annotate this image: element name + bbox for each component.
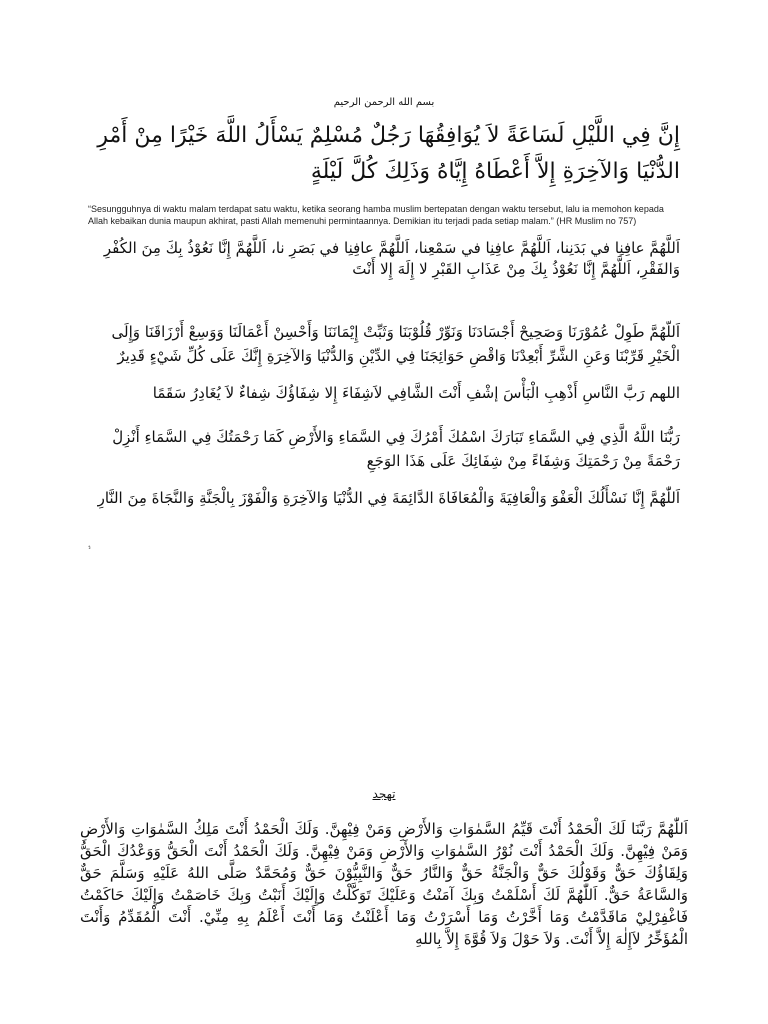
section-title-tahajjud: تهجد xyxy=(372,787,396,801)
bismillah-heading: بسم الله الرحمن الرحيم xyxy=(333,97,435,108)
hadith-translation: “Sesungguhnya di waktu malam terdapat satu waktu, ketika seorang hamba muslim bertepatan dengan waktu tersebut, lalu ia memohon kepada Allah kebaikan dunia maupun akhirat, pasti Allah memenuhi permintaannya. Demikian itu terjadi pada setiap malam.” (HR Muslim no 757) xyxy=(88,204,664,226)
dua-mercy-cure: رَبُّنَا اللَّهُ الَّذِي فِي السَّمَاءِ تَبَارَكَ اسْمُكَ أَمْرُكَ فِي السَّمَاءِ وَالأَرْضِ كَمَا رَحْمَتُكَ فِي السَّمَاءِ أَنْزِلْ رَحْمَةً مِنْ رَحْمَتِكَ وَشِفَاءً مِنْ شِفَائِكَ عَلَى هَذَا الوَجَعِ xyxy=(112,428,680,470)
small-mark: ﱞ xyxy=(88,546,91,556)
dua-health-protection: اَللَّهُمَّ عافِنِا في بَدَنِنا، اَللَّهُمَّ عافِنِا في سَمْعِنا، اَللَّهُمَّ عافِنِا في بَصَرِ نا، اَللَّهُمَّ إِنَّا نَعُوْذُ بِكَ مِنَ الكُفْرِ وَالفَقْرِ، اَللَّهُمَّ إِنَّا نَعُوْذُ بِكَ مِنْ عَذَابِ القَبْرِ لا إِلَهَ إِلا أَنْتَ xyxy=(103,239,680,278)
dua-long-life: اَللّهُمَّ طَوِلْ عُمُوْرَنَا وَصَحِيحْ أَجْسَادَنَا وَنَوِّرْ قُلُوْبَنَا وَثَبِّتْ إِيْمَانَنَا وَأَحْسِنْ أَعْمَالَنَا وَوَسِعْ أَرْزَاقَنَا وَإِلَى الْخَيْرِ قَرِّبْنَا وَعَنِ الشَّرِّ أَبْعِدْنَا وَاقْضِ حَوَائِجَنَا فِي الدِّيْنِ وَالدُّنْيَا وَالآخِرَةِ إِنَّكَ عَلَى كُلِّ شَيْءٍ قَدِيرٌ xyxy=(111,323,680,365)
tahajjud-dua: اَللّٰهُمَّ رَبَّنَا لَكَ الْحَمْدُ أَنْتَ قَيِّمُ السَّمٰوَاتِ وَالأَرْضِ وَمَنْ فِيْهِنَّ. وَلَكَ الْحَمْدُ أَنْتَ مَلِكُ السَّمٰوَاتِ وَالأَرْضِ وَمَنْ فِيْهِنَّ. وَلَكَ الْحَمْدُ أَنْتَ نُوْرُ السَّمٰوَاتِ وَالأَرْضِ وَمَنْ فِيْهِنَّ. وَلَكَ الْحَمْدُ أَنْتَ الْحَقُّ وَوَعْدُكَ الْحَقُّ وَلِقَاؤُكَ حَقٌّ وَقَوْلُكَ حَقٌّ وَالْجَنَّةُ حَقٌّ وَالنَّارُ حَقٌّ وَالنَّبِيُّوْنَ حَقٌّ وَمُحَمَّدٌ صَلَّى اللهُ عَلَيْهِ وَسَلَّمَ حَقٌّ وَالسَّاعَةُ حَقٌّ. اَللّٰهُمَّ لَكَ أَسْلَمْتُ وَبِكَ آمَنْتُ وَعَلَيْكَ تَوَكَّلْتُ وَإِلَيْكَ أَنَبْتُ وَبِكَ خَاصَمْتُ وَإِلَيْكَ حَاكَمْتُ فَاغْفِرْلِيْ مَاقَدَّمْتُ وَمَا أَخَّرْتُ وَمَا أَسْرَرْتُ وَمَا أَعْلَنْتُ وَمَا أَنْتَ أَعْلَمُ بِهِ مِنِّيْ. أَنْتَ الْمُقَدِّمُ وَأَنْتَ الْمُؤَخِّرُ لاَإِلٰهَ إِلاَّ أَنْتَ. وَلاَ حَوْلَ وَلاَ قُوَّةَ إِلاَّ بِاللهِ xyxy=(80,820,688,948)
dua-forgiveness-wellbeing: اَللّٰهُمَّ إِنَّا نَسْأَلُكَ الْعَفْوَ وَالْعَافِيَةَ وَالْمُعَافَاةَ الدَّائِمَةَ فِي الدُّنْيَا وَالآخِرَةِ وَالْفَوْزَ بِالْجَنَّةِ وَالنَّجَاةَ مِنَ النَّارِ xyxy=(97,489,680,507)
hadith-arabic-text: إِنَّ فِي اللَّيْلِ لَسَاعَةً لاَ يُوَافِقُهَا رَجُلٌ مُسْلِمٌ يَسْأَلُ اللَّهَ خَيْرًا مِنْ أَمْرِ الدُّنْيَا وَالآخِرَةِ إِلاَّ أَعْطَاهُ إِيَّاهُ وَذَلِكَ كُلَّ لَيْلَةٍ xyxy=(97,123,680,184)
dua-healing: اللهم رَبَّ النَّاسِ أَذْهِبِ الْبَأْسَ إشْفِ أَنْتَ الشَّافِي لاَشِفَاءَ إِلا شِفَاؤُكَ شِفاءٌ لاَ يُغَادِرُ سَقَمًا xyxy=(152,384,680,402)
